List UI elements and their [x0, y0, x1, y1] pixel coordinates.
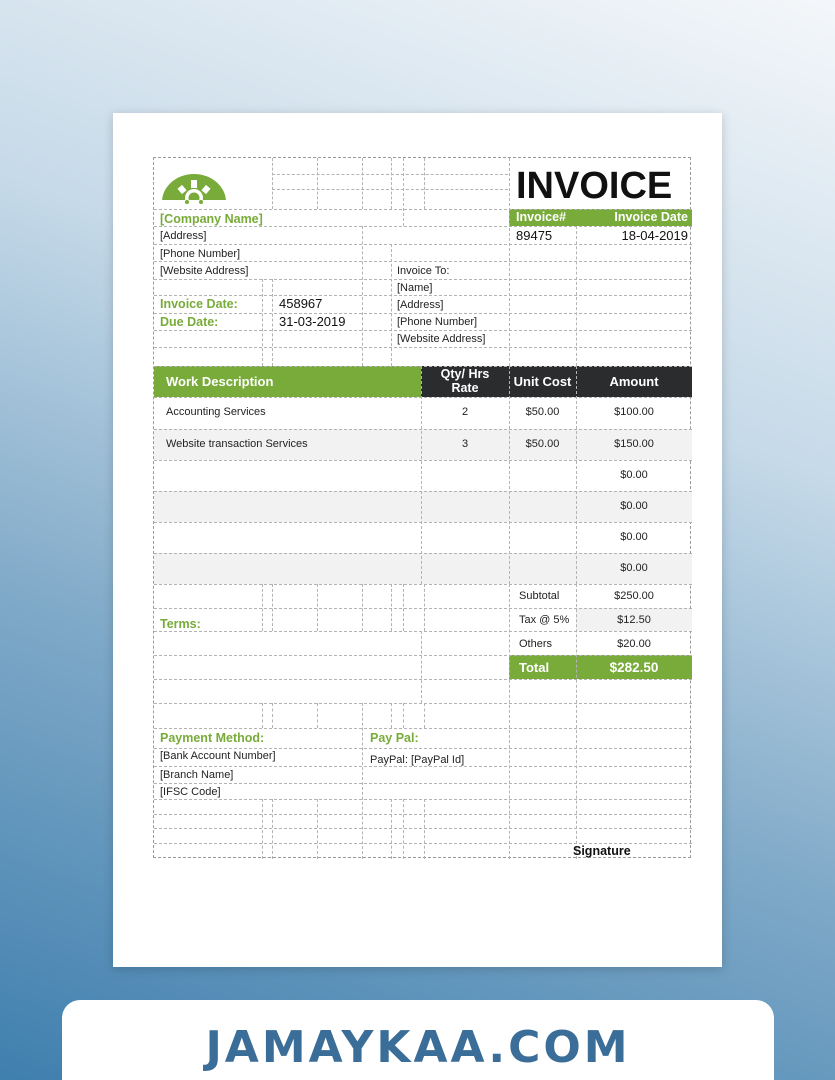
- tax-label: Tax @ 5%: [519, 614, 570, 626]
- total-value: $282.50: [609, 660, 659, 675]
- invoice-to-phone: [Phone Number]: [397, 316, 478, 328]
- paypal-id: PayPal: [PayPal Id]: [370, 754, 465, 766]
- subtotal-label: Subtotal: [519, 590, 560, 602]
- left-invoice-date-label: Invoice Date:: [160, 297, 238, 311]
- footer-banner: [62, 1000, 774, 1080]
- header-qty-hrs: Qty/ Hrs: [440, 367, 490, 381]
- invoice-date-value: 18-04-2019: [621, 228, 688, 243]
- invoice-date-label: Invoice Date: [614, 210, 688, 224]
- row-3-amount: $0.00: [620, 469, 648, 481]
- ifsc-code: [IFSC Code]: [160, 786, 221, 798]
- brand-text[interactable]: JAMAYKAA.COM: [205, 1022, 631, 1073]
- invoice-to-label: Invoice To:: [397, 265, 450, 277]
- invoice-sheet: [113, 113, 722, 967]
- invoice-number-value: 89475: [516, 228, 553, 243]
- company-phone: [Phone Number]: [160, 248, 241, 260]
- row-1-qty: 2: [461, 406, 469, 418]
- gear-sunrise-logo-icon: [160, 172, 228, 204]
- row-4-amount: $0.00: [620, 500, 648, 512]
- invoice-number-label: Invoice#: [516, 210, 567, 224]
- payment-method-label: Payment Method:: [160, 731, 265, 745]
- invoice-title: INVOICE: [516, 165, 673, 207]
- header-work-description: Work Description: [166, 374, 274, 389]
- invoice-to-website: [Website Address]: [397, 333, 486, 345]
- row-1-unit-cost: $50.00: [525, 406, 560, 418]
- others-label: Others: [519, 638, 553, 650]
- row-2-description: Website transaction Services: [166, 438, 308, 450]
- left-invoice-date-value: 458967: [279, 296, 323, 311]
- signature-label: Signature: [573, 844, 631, 858]
- row-1-amount: $100.00: [614, 406, 654, 418]
- company-name: [Company Name]: [160, 212, 263, 226]
- header-amount: Amount: [609, 374, 659, 389]
- invoice-grid: [153, 157, 691, 858]
- due-date-value: 31-03-2019: [279, 314, 346, 329]
- header-rate: Rate: [451, 381, 479, 395]
- bank-account-number: [Bank Account Number]: [160, 750, 276, 762]
- invoice-to-address: [Address]: [397, 299, 444, 311]
- total-label: Total: [519, 660, 550, 675]
- row-5-amount: $0.00: [620, 531, 648, 543]
- subtotal-value: $250.00: [614, 590, 654, 602]
- paypal-label: Pay Pal:: [370, 731, 419, 745]
- row-2-qty: 3: [461, 438, 469, 450]
- terms-label: Terms:: [160, 617, 201, 631]
- tax-value: $12.50: [617, 614, 651, 626]
- others-value: $20.00: [617, 638, 651, 650]
- company-website: [Website Address]: [160, 265, 249, 277]
- header-unit-cost: Unit Cost: [513, 374, 572, 389]
- row-2-unit-cost: $50.00: [525, 438, 560, 450]
- branch-name: [Branch Name]: [160, 769, 234, 781]
- row-2-amount: $150.00: [614, 438, 654, 450]
- due-date-label: Due Date:: [160, 315, 219, 329]
- row-6-amount: $0.00: [620, 562, 648, 574]
- company-address: [Address]: [160, 230, 207, 242]
- row-1-description: Accounting Services: [166, 406, 266, 418]
- invoice-to-name: [Name]: [397, 282, 433, 294]
